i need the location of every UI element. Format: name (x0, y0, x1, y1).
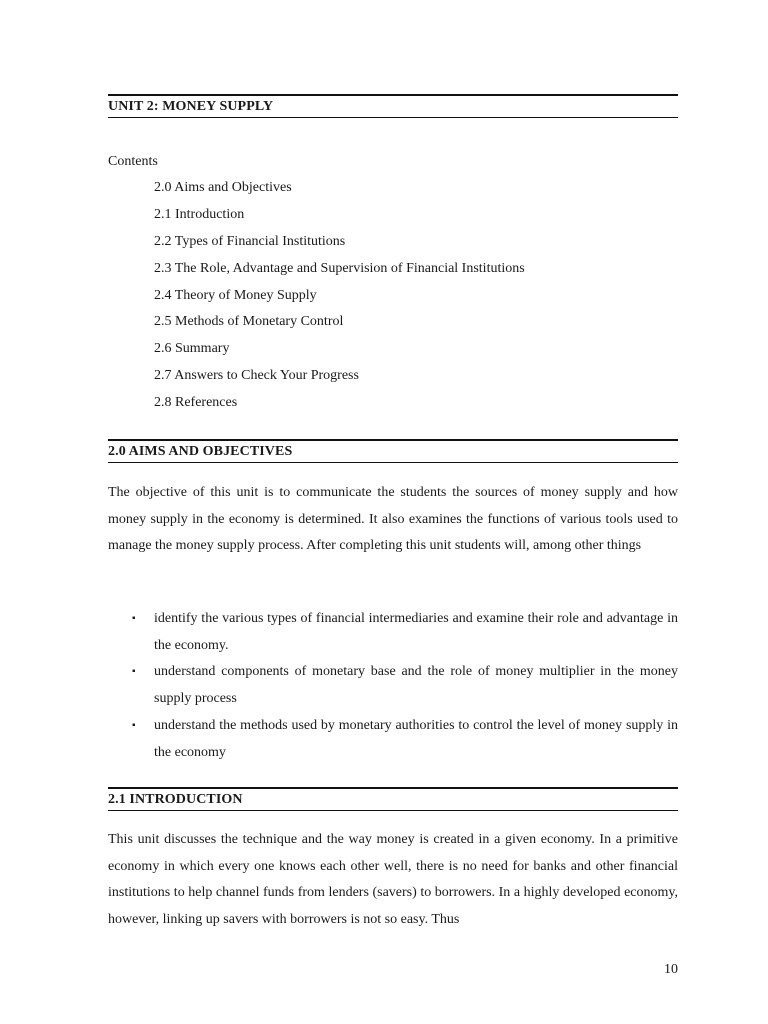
toc-item: 2.3 The Role, Advantage and Supervision of Financial Institutions (154, 260, 525, 276)
list-item-text: understand components of monetary base and the role of money multiplier in the money supply process (154, 664, 678, 707)
bullet-icon: ▪ (132, 613, 136, 624)
list-item-text: identify the various types of financial intermediaries and examine their role and advantage in the economy. (154, 611, 678, 653)
toc-item: 2.4 Theory of Money Supply (154, 287, 317, 303)
toc-item: 2.2 Types of Financial Institutions (154, 233, 346, 249)
introduction-heading (108, 787, 678, 811)
toc-item: 2.0 Aims and Objectives (154, 180, 292, 195)
toc-item: 2.1 Introduction (154, 206, 245, 222)
list-item (108, 606, 678, 659)
toc-item: 2.6 Summary (154, 341, 230, 357)
toc-item: 2.5 Methods of Monetary Control (154, 314, 344, 330)
list-item-text: understand the methods used by monetary authorities to control the level of money supply in the economy (154, 717, 678, 760)
unit-title-text: UNIT 2: MONEY SUPPLY (108, 99, 274, 114)
bullet-icon: ▪ (132, 719, 136, 731)
contents-label: Contents (108, 154, 158, 169)
aims-heading (108, 439, 678, 463)
unit-title (108, 94, 678, 118)
objectives-list (108, 606, 678, 766)
table-of-contents (154, 178, 525, 420)
toc-item: 2.7 Answers to Check Your Progress (154, 368, 359, 384)
introduction-paragraph: This unit discusses the technique and the way money is created in a given economy. In a primitive economy in which every one knows each other well, there is no need for banks and other financial institutions to help channel funds from lenders (savers) to borrowers. In a highly developed economy, however, linking up savers with borrowers is not so easy. Thus (108, 832, 678, 928)
page-number: 10 (664, 962, 678, 977)
toc-item: 2.8 References (154, 395, 238, 411)
aims-paragraph: The objective of this unit is to communicate the students the sources of money supply and how money supply in the economy is determined. It also examines the functions of various tools used to manage the money supply process. After completing this unit students will, among other things (108, 485, 678, 554)
list-item (108, 713, 678, 766)
list-item (108, 659, 678, 712)
introduction-heading-text: 2.1 INTRODUCTION (108, 792, 243, 807)
bullet-icon: ▪ (132, 666, 136, 678)
aims-heading-text: 2.0 AIMS AND OBJECTIVES (108, 444, 293, 459)
